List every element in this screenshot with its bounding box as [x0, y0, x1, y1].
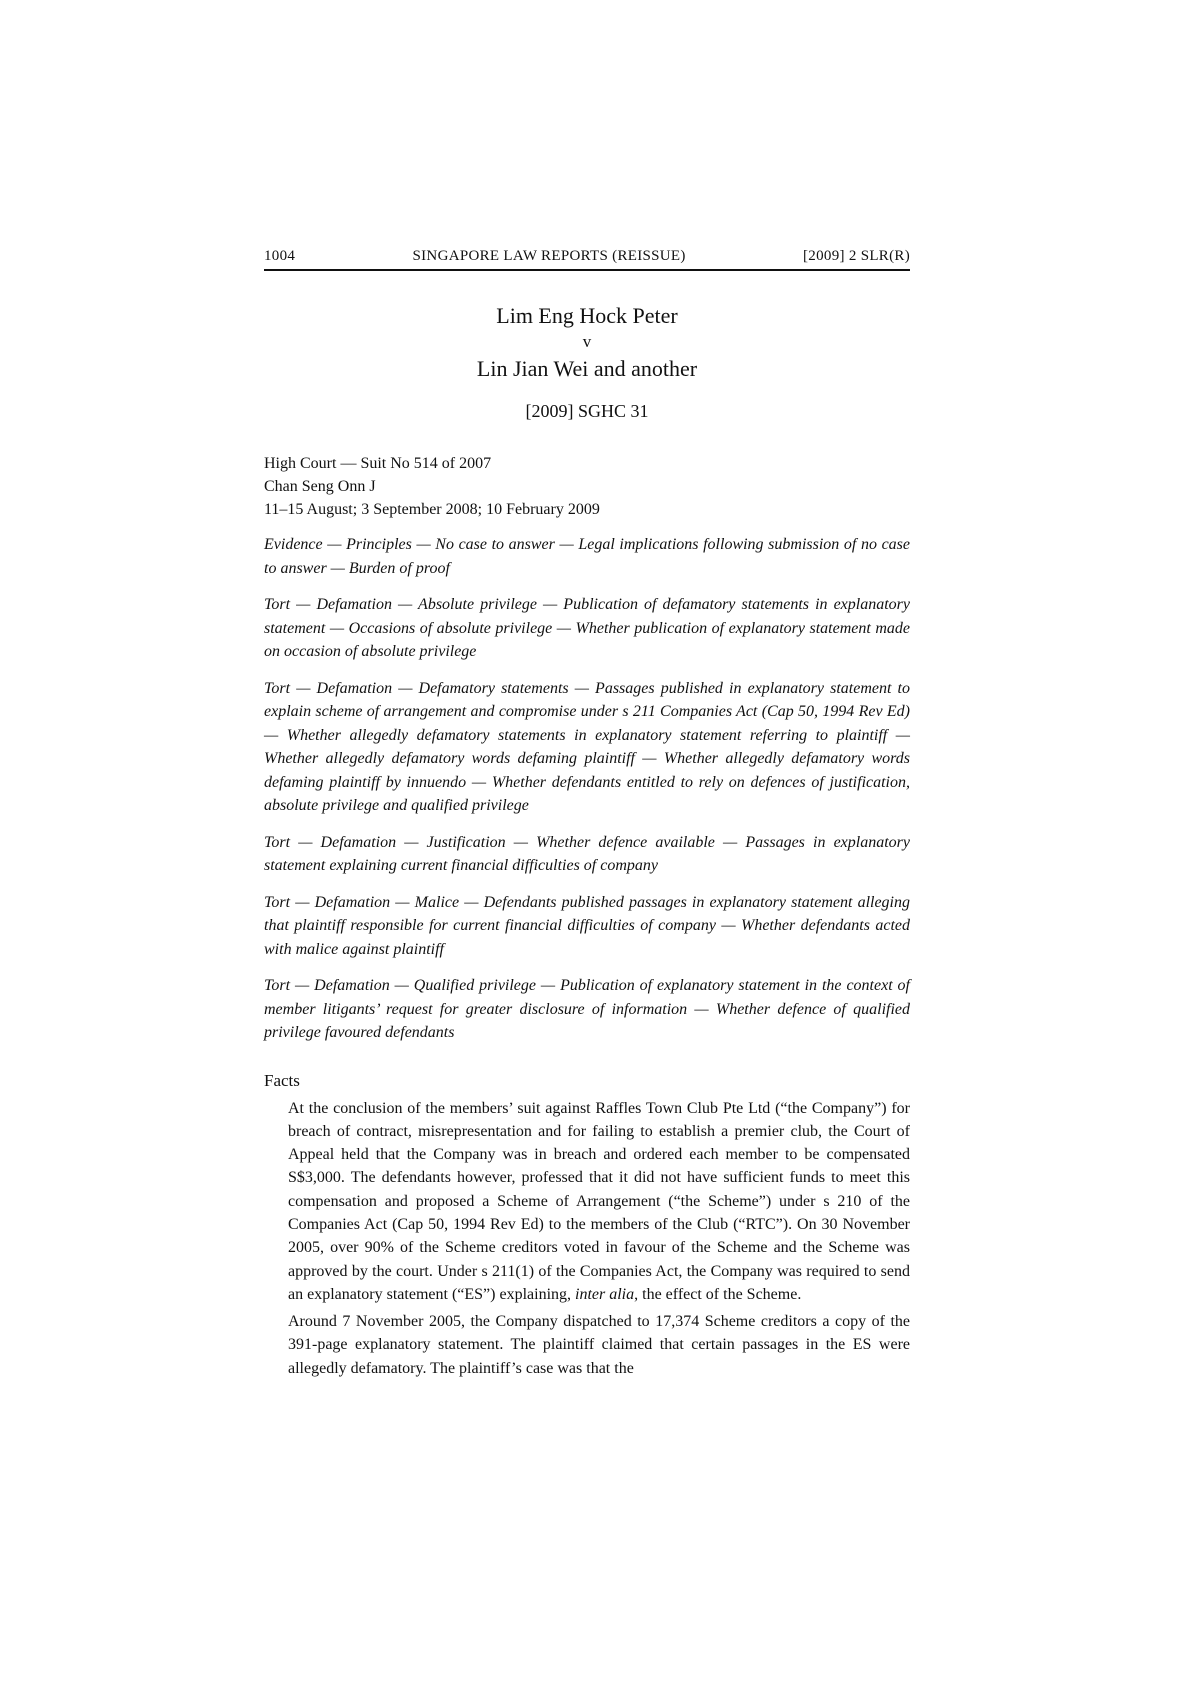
judge-name: Chan Seng Onn J	[264, 478, 376, 495]
catchword-absolute-privilege: Tort — Defamation — Absolute privilege — Publication of defamatory statements in explanatory statement — Occasions of absolute privilege — Whether publication of explanatory statement made on occasion of absolute privilege	[264, 596, 910, 660]
running-header	[264, 248, 910, 271]
catchword-defamatory-statements: Tort — Defamation — Defamatory statements — Passages published in explanatory statement to explain scheme of arrangement and compromise under s 211 Companies Act (Cap 50, 1994 Rev Ed) — Whether allegedly defamatory statements in explanatory statement referring to plaintiff — Whether allegedly defamatory words defaming plaintiff — Whether allegedly defamatory words defaming plaintiff by innuendo — Whether defendants entitled to rely on defences of justification, absolute privilege and qualified privilege	[264, 679, 910, 814]
page-number: 1004	[264, 248, 296, 264]
facts-paragraph-1	[288, 1097, 910, 1307]
facts-paragraph-1-text: At the conclusion of the members’ suit against Raffles Town Club Pte Ltd (“the Company”) for breach of contract, misrepresentation and for failing to establish a premier club, the Court of Appeal held that the Company was in breach and ordered each member to be compensated S$3,000. The defendants however, professed that it did not have sufficient funds to meet this compensation and proposed a Scheme of Arrangement (“the Scheme”) under s 210 of the Companies Act (Cap 50, 1994 Rev Ed) to the members of the Club (“RTC”). On 30 November 2005, over 90% of the Scheme creditors voted in favour of the Scheme and the Scheme was approved by the court. Under s 211(1) of the Companies Act, the Company was required to send an explanatory statement (“ES”) explaining,	[288, 1099, 910, 1303]
publication-title: SINGAPORE LAW REPORTS (REISSUE)	[412, 248, 686, 264]
facts-paragraph-1-italic: inter alia	[575, 1285, 635, 1303]
versus-label: v	[582, 332, 592, 351]
plaintiff-name: Lim Eng Hock Peter	[496, 303, 678, 328]
case-citation: [2009] SGHC 31	[525, 401, 649, 421]
law-report-page	[264, 248, 910, 1380]
case-title-block	[264, 301, 910, 422]
volume-reference: [2009] 2 SLR(R)	[803, 248, 910, 264]
facts-heading: Facts	[264, 1070, 300, 1090]
catchwords	[264, 533, 910, 1045]
defendants-name: Lin Jian Wei and another	[476, 356, 698, 381]
facts-paragraph-2: Around 7 November 2005, the Company dispatched to 17,374 Scheme creditors a copy of the 391-page explanatory statement. The plaintiff claimed that certain passages in the ES were allegedly defamatory. The plaintiff’s case was that the	[288, 1313, 910, 1377]
facts-paragraph-1-end: , the effect of the Scheme.	[634, 1285, 802, 1303]
hearing-dates: 11–15 August; 3 September 2008; 10 February 2009	[264, 501, 600, 518]
catchword-malice: Tort — Defamation — Malice — Defendants published passages in explanatory statement alleging that plaintiff responsible for current financial difficulties of company — Whether defendants acted with malice against plaintiff	[264, 893, 910, 958]
court-and-suit: High Court — Suit No 514 of 2007	[264, 455, 492, 472]
catchword-evidence: Evidence — Principles — No case to answer — Legal implications following submission of no case to answer — Burden of proof	[264, 536, 910, 577]
court-info	[264, 452, 910, 521]
catchword-qualified-privilege: Tort — Defamation — Qualified privilege — Publication of explanatory statement in the context of member litigants’ request for greater disclosure of information — Whether defence of qualified privilege favoured defendants	[264, 977, 910, 1041]
catchword-justification: Tort — Defamation — Justification — Whether defence available — Passages in explanatory statement explaining current financial difficulties of company	[264, 833, 910, 874]
